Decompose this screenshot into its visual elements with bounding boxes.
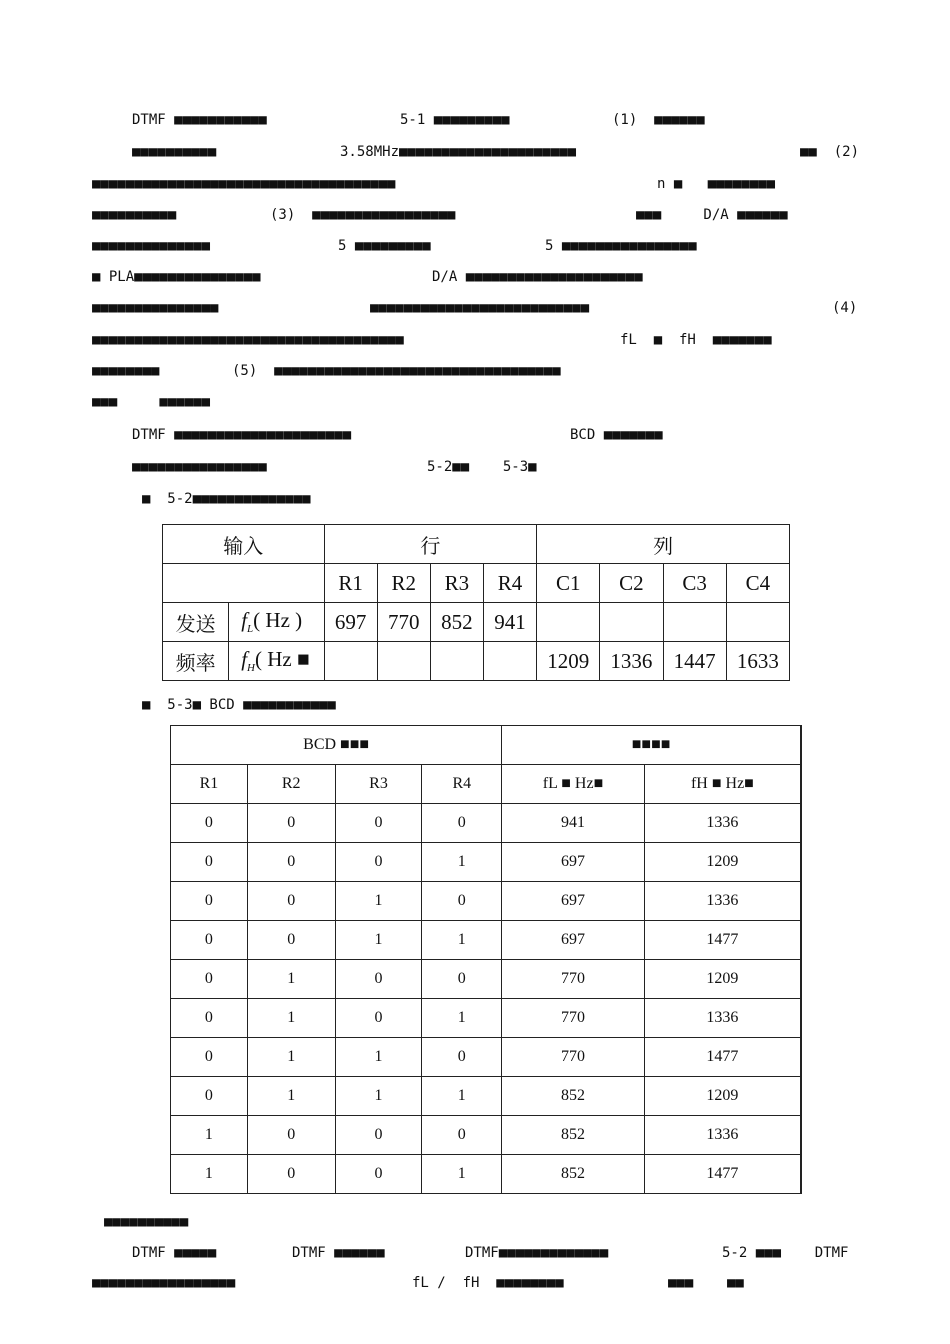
high-freq-value: 1447	[663, 642, 726, 681]
table-cell: 1	[422, 1077, 502, 1116]
table-cell: 0	[422, 882, 502, 921]
text-line: 5 ■■■■■■■■■	[338, 238, 431, 254]
empty-cell	[377, 642, 430, 681]
text-line: (3) ■■■■■■■■■■■■■■■■■	[270, 207, 456, 223]
table-cell: 0	[171, 921, 248, 960]
dtmf-frequency-table	[162, 524, 790, 681]
table-cell: 0	[247, 804, 335, 843]
bcd-frequency-table	[170, 725, 802, 1194]
text-line: DTMF ■■■■■■	[292, 1245, 385, 1261]
text-line: (5) ■■■■■■■■■■■■■■■■■■■■■■■■■■■■■■■■■■	[232, 363, 561, 379]
table-cell: 1	[247, 1077, 335, 1116]
column-label: C3	[663, 564, 726, 603]
table-cell: 0	[335, 843, 422, 882]
empty-cell	[600, 603, 663, 642]
text-line: ■■■■■■■■■■■■■■■■■■■■■■■■■■■■■■■■■■■■■	[92, 332, 404, 348]
low-freq-value: 697	[324, 603, 377, 642]
text-line: ■■■■■■■■■■■■■■	[92, 238, 211, 254]
table-cell: 1	[335, 1077, 422, 1116]
table-cell: 697	[502, 921, 645, 960]
table-cell: 0	[422, 1038, 502, 1077]
text-line: D/A ■■■■■■■■■■■■■■■■■■■■■	[432, 269, 643, 285]
table-row	[171, 921, 802, 960]
table-row	[171, 1038, 802, 1077]
table-cell: 1336	[644, 804, 801, 843]
table-cell: 852	[502, 1116, 645, 1155]
text-line: DTMF ■■■■■■■■■■■■■■■■■■■■■	[132, 427, 352, 443]
text-line: ■■■■■■■■■■■■■■■■■■■■■■■■■■■■■■■■■■■■	[92, 176, 396, 192]
text-line: ■■■■■■■■■■	[104, 1214, 189, 1230]
text-line: 5-2■■ 5-3■	[427, 459, 537, 475]
high-freq-value: 1633	[726, 642, 789, 681]
table-cell: 0	[171, 960, 248, 999]
table-cell: 0	[247, 843, 335, 882]
empty-cell	[163, 564, 325, 603]
freq-label: 频率	[163, 642, 229, 681]
text-line: ■ 5-2■■■■■■■■■■■■■■	[142, 491, 311, 507]
table-cell: 0	[247, 921, 335, 960]
table-cell: 0	[335, 999, 422, 1038]
text-line: n ■ ■■■■■■■■	[657, 176, 776, 192]
table-cell: 0	[171, 843, 248, 882]
header-column: 列	[537, 525, 790, 564]
table-cell: 0	[335, 960, 422, 999]
column-header: fL ■ Hz■	[502, 765, 645, 804]
table-cell: 852	[502, 1155, 645, 1194]
column-header: R3	[335, 765, 422, 804]
column-label: C2	[600, 564, 663, 603]
table-cell: 1	[422, 921, 502, 960]
text-line: ■■■■■■■■	[92, 363, 160, 379]
table-cell: 770	[502, 999, 645, 1038]
table-row	[171, 1155, 802, 1194]
fl-label: $f_L$( Hz )	[229, 603, 324, 642]
header-row: 行	[324, 525, 537, 564]
text-line: ■■■■■■■■■■■■■■■	[92, 300, 219, 316]
table-cell: 1336	[644, 1116, 801, 1155]
text-line: 5-2 ■■■ DTMF	[722, 1245, 849, 1261]
table-cell: 0	[171, 1038, 248, 1077]
text-line: (4)	[832, 300, 858, 316]
table-cell: 1336	[644, 882, 801, 921]
table-row	[171, 843, 802, 882]
table-cell: 852	[502, 1077, 645, 1116]
table-row	[171, 999, 802, 1038]
table-cell: 1	[422, 843, 502, 882]
high-freq-value: 1336	[600, 642, 663, 681]
table-cell: 1477	[644, 1155, 801, 1194]
table-cell: 1	[335, 882, 422, 921]
table-cell: 1209	[644, 960, 801, 999]
text-line: ■■■■■■■■■■■■■■■■■■■■■■■■■■	[370, 300, 590, 316]
table-cell: 1209	[644, 1077, 801, 1116]
text-line: fL ■ fH ■■■■■■■	[620, 332, 772, 348]
row-label: R3	[430, 564, 483, 603]
row-label: R4	[483, 564, 536, 603]
table-cell: 1	[171, 1116, 248, 1155]
text-line: ■■■ ■■	[668, 1275, 744, 1291]
text-line: 5-1 ■■■■■■■■■	[400, 112, 510, 128]
column-header: fH ■ Hz■	[644, 765, 801, 804]
table-cell: 1477	[644, 921, 801, 960]
empty-cell	[430, 642, 483, 681]
table-row	[171, 960, 802, 999]
empty-cell	[483, 642, 536, 681]
text-line: ■■■■■■■■■■	[92, 207, 177, 223]
table-cell: 1	[422, 999, 502, 1038]
table-cell: 1	[335, 921, 422, 960]
text-line: 5 ■■■■■■■■■■■■■■■■	[545, 238, 697, 254]
table-cell: 0	[422, 804, 502, 843]
text-line: DTMF■■■■■■■■■■■■■	[465, 1245, 609, 1261]
table-cell: 0	[171, 999, 248, 1038]
text-line: ■ PLA■■■■■■■■■■■■■■■	[92, 269, 261, 285]
fh-label: $f_H$( Hz ■	[229, 642, 324, 681]
row-label: R1	[324, 564, 377, 603]
table-cell: 770	[502, 1038, 645, 1077]
send-label: 发送	[163, 603, 229, 642]
text-line: (1) ■■■■■■	[612, 112, 705, 128]
caption-5-3: ■ 5-3■ BCD ■■■■■■■■■■■	[142, 697, 336, 713]
text-line: ■■■■■■■■■■■■■■■■■	[92, 1275, 236, 1291]
table-cell: 0	[171, 882, 248, 921]
table-cell: 1	[247, 960, 335, 999]
empty-cell	[537, 603, 600, 642]
table-cell: 0	[171, 804, 248, 843]
header-input: 输入	[163, 525, 325, 564]
table-row	[171, 1077, 802, 1116]
empty-cell	[726, 603, 789, 642]
table-cell: 0	[422, 1116, 502, 1155]
table-cell: 0	[422, 960, 502, 999]
table-cell: 0	[247, 1155, 335, 1194]
table-cell: 770	[502, 960, 645, 999]
text-line: BCD ■■■■■■■	[570, 427, 663, 443]
table-cell: 1209	[644, 843, 801, 882]
table-cell: 0	[335, 1155, 422, 1194]
text-line: ■■■■■■■■■■	[132, 144, 217, 160]
table-cell: 1336	[644, 999, 801, 1038]
row-label: R2	[377, 564, 430, 603]
text-line: ■■■■■■■■■■■■■■■■	[132, 459, 267, 475]
header-freq: ■■■■	[502, 726, 801, 765]
empty-cell	[663, 603, 726, 642]
table-cell: 0	[335, 1116, 422, 1155]
header-bcd: BCD ■■■	[171, 726, 502, 765]
low-freq-value: 770	[377, 603, 430, 642]
low-freq-value: 852	[430, 603, 483, 642]
text-line: fL / fH ■■■■■■■■	[412, 1275, 564, 1291]
text-line: ■■■ ■■■■■■	[92, 394, 211, 410]
table-cell: 697	[502, 882, 645, 921]
empty-cell	[324, 642, 377, 681]
table-cell: 697	[502, 843, 645, 882]
table-cell: 1477	[644, 1038, 801, 1077]
table-cell: 1	[247, 1038, 335, 1077]
table-cell: 0	[335, 804, 422, 843]
column-header: R2	[247, 765, 335, 804]
table-cell: 0	[247, 882, 335, 921]
high-freq-value: 1209	[537, 642, 600, 681]
column-label: C4	[726, 564, 789, 603]
table-cell: 1	[247, 999, 335, 1038]
text-line: DTMF ■■■■■■■■■■■	[132, 112, 267, 128]
column-label: C1	[537, 564, 600, 603]
table-row	[171, 1116, 802, 1155]
text-line: 3.58MHz■■■■■■■■■■■■■■■■■■■■■	[340, 144, 577, 160]
table-cell: 0	[171, 1077, 248, 1116]
table-cell: 1	[422, 1155, 502, 1194]
text-line: DTMF ■■■■■	[132, 1245, 217, 1261]
text-line: ■■■ D/A ■■■■■■	[636, 207, 788, 223]
column-header: R1	[171, 765, 248, 804]
table-row	[171, 804, 802, 843]
table-cell: 941	[502, 804, 645, 843]
text-line: ■■ (2)	[800, 144, 860, 160]
table-cell: 0	[247, 1116, 335, 1155]
column-header: R4	[422, 765, 502, 804]
table-row	[171, 882, 802, 921]
low-freq-value: 941	[483, 603, 536, 642]
table-cell: 1	[335, 1038, 422, 1077]
table-cell: 1	[171, 1155, 248, 1194]
